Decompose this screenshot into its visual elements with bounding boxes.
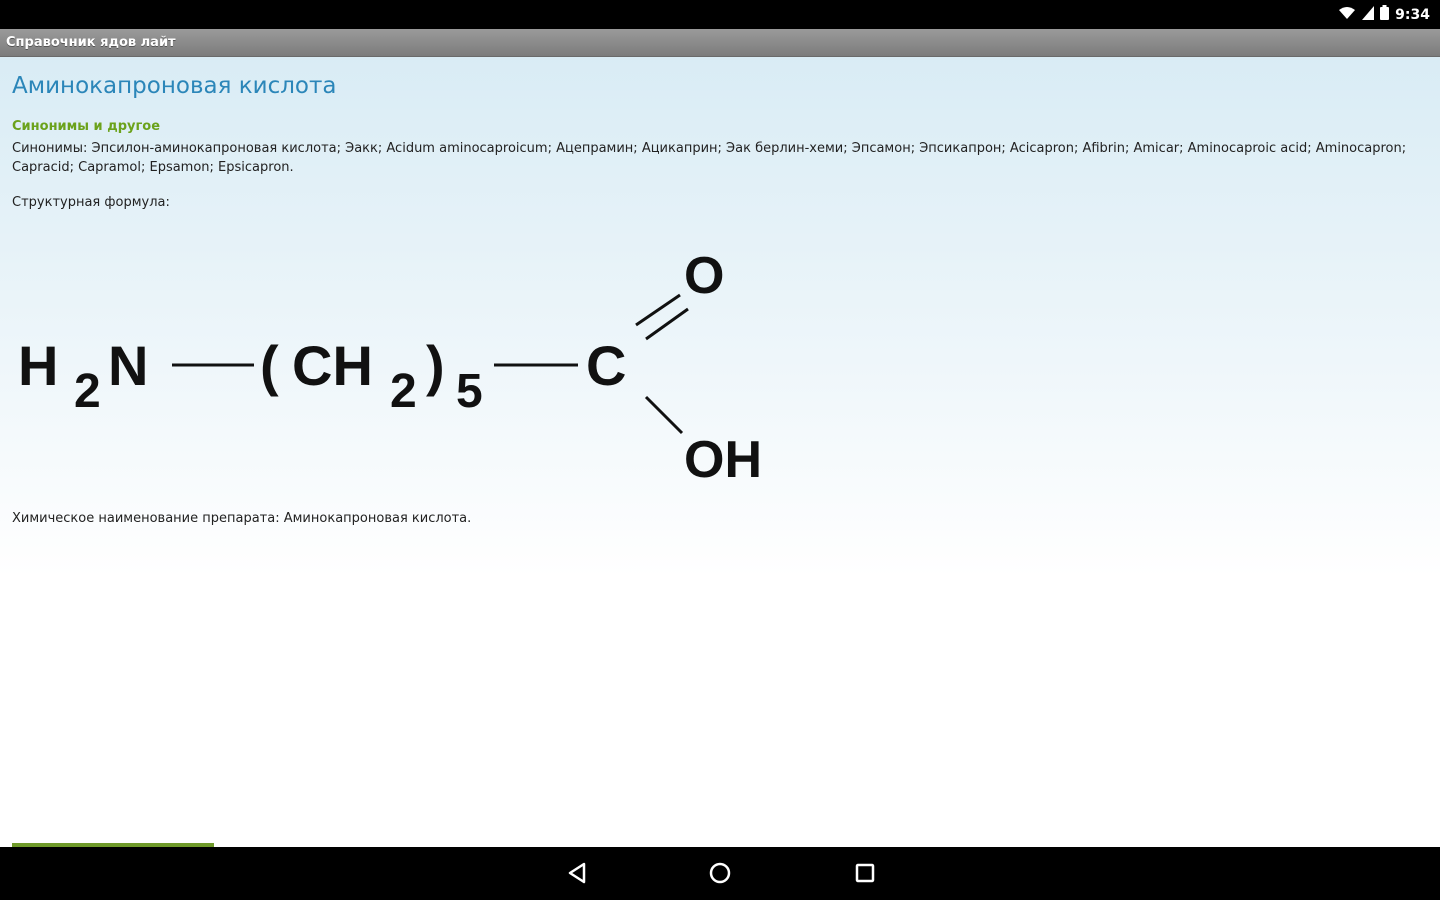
formula-h: H	[18, 334, 59, 397]
navigation-bar	[0, 847, 1440, 900]
recents-button[interactable]	[850, 860, 880, 886]
formula-close-paren: )	[426, 334, 445, 397]
content-area[interactable]	[0, 57, 1440, 847]
home-button[interactable]	[705, 860, 735, 886]
formula-label: Структурная формула:	[12, 195, 170, 210]
formula-n: N	[108, 334, 149, 397]
bond-c-oh	[646, 397, 682, 433]
home-icon	[708, 861, 732, 885]
recents-icon	[853, 861, 877, 885]
formula-sub2: 2	[74, 365, 101, 418]
synonyms-text: Синонимы: Эпсилон-аминокапроновая кислота; Эакк; Acidum aminocaproicum; Ацепрамин; Ацикаприн; Эак берлин-хеми; Эпсамон; Эпсикапрон; Acicapron; Afibrin; Amicar; Aminocaproic acid; Aminocapron; Capracid; Capramol; Epsamon; Epsicapron.	[12, 141, 1407, 175]
app-title-bar	[0, 29, 1440, 57]
back-button[interactable]	[562, 860, 592, 886]
formula-sub2b: 2	[390, 365, 417, 418]
formula-c: C	[586, 334, 627, 397]
signal-icon	[1362, 6, 1374, 25]
formula-o: O	[684, 247, 725, 305]
formula-open-paren: (	[260, 334, 279, 397]
synonyms-heading: Синонимы и другое	[12, 119, 161, 134]
formula-sub5: 5	[456, 365, 483, 418]
app-title: Справочник ядов лайт	[6, 35, 176, 50]
drug-title: Аминокапроновая кислота	[12, 73, 337, 99]
status-icons	[1338, 6, 1430, 24]
status-time: 9:34	[1395, 7, 1430, 23]
formula-oh: OH	[684, 431, 762, 489]
formula-ch: CH	[292, 334, 373, 397]
status-bar	[0, 0, 1440, 29]
wifi-icon	[1338, 6, 1356, 25]
battery-icon	[1380, 5, 1389, 25]
chemical-name: Химическое наименование препарата: Аминокапроновая кислота.	[12, 511, 472, 526]
structural-formula	[0, 237, 820, 507]
back-icon	[565, 861, 589, 885]
